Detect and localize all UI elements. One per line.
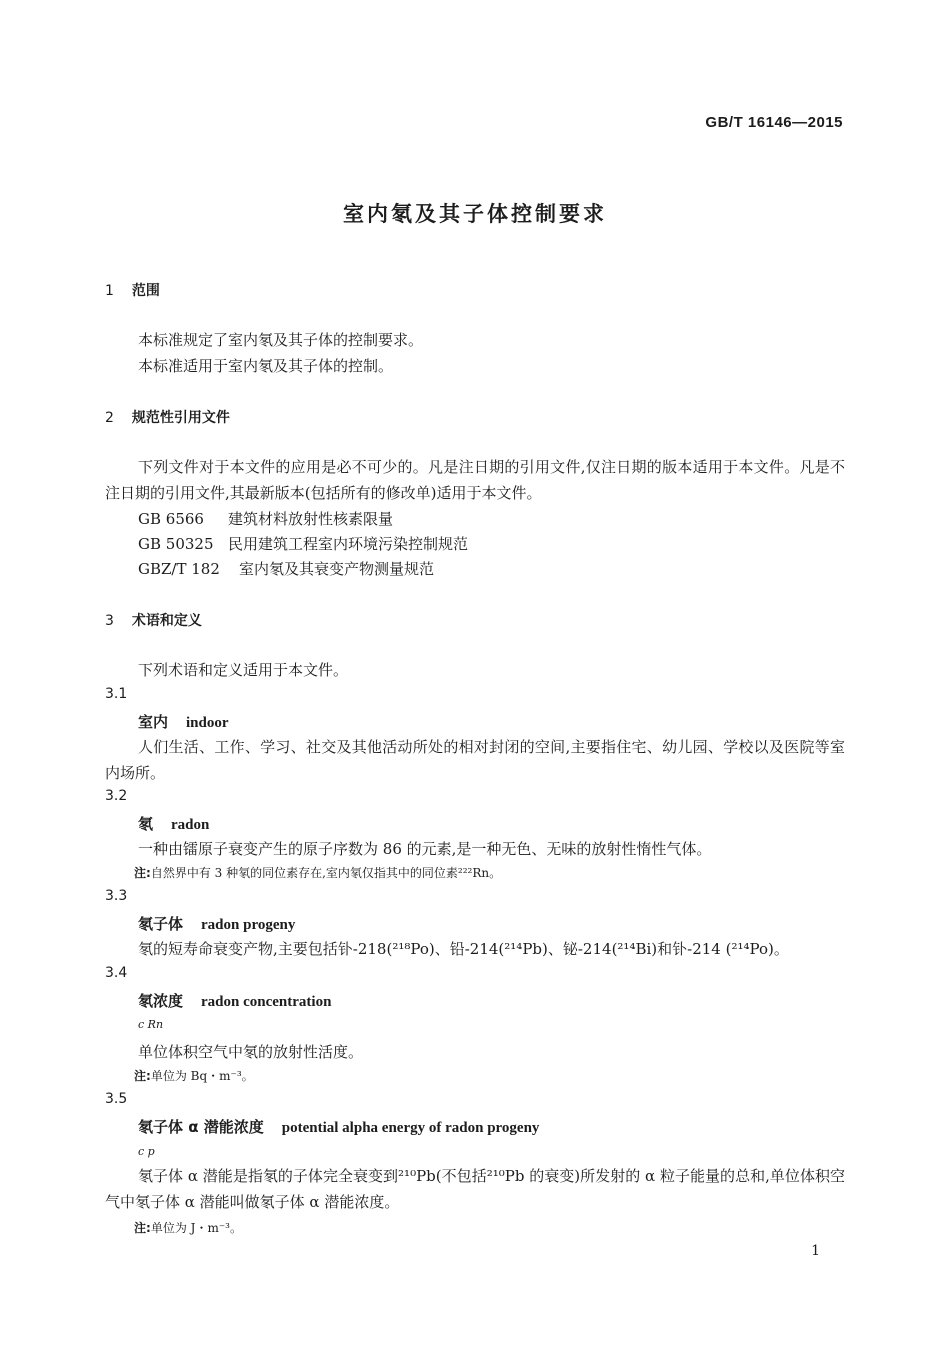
term-number: 3.1 xyxy=(105,686,128,702)
term-definition: 氡子体 α 潜能是指氡的子体完全衰变到²¹⁰Pb(不包括²¹⁰Pb 的衰变)所发射的 α 粒子能量的总和,单位体积空气中氡子体 α 潜能叫做氡子体 α 潜能浓度。 xyxy=(105,1167,845,1211)
section-heading-scope: 1 范围 xyxy=(105,283,160,299)
page-number: 1 xyxy=(811,1243,820,1259)
document-title: 室内氡及其子体控制要求 xyxy=(343,202,607,226)
term-note: 注:单位为 Bq・m⁻³。 xyxy=(134,1069,254,1083)
term-note: 注:自然界中有 3 种氡的同位素存在,室内氡仅指其中的同位素²²²Rn。 xyxy=(134,866,502,880)
section-heading-references: 2 规范性引用文件 xyxy=(105,410,230,426)
reference-item: GBZ/T 182 室内氡及其衰变产物测量规范 xyxy=(138,560,435,578)
scope-paragraph-2: 本标准适用于室内氡及其子体的控制。 xyxy=(138,357,394,375)
term-number: 3.4 xyxy=(105,965,128,981)
term-heading-potential-alpha-energy: 氡子体 α 潜能浓度 potential alpha energy of radon progeny xyxy=(138,1118,540,1136)
term-heading-radon: 氡 radon xyxy=(138,815,210,833)
term-definition: 一种由镭原子衰变产生的原子序数为 86 的元素,是一种无色、无味的放射性惰性气体。 xyxy=(138,840,712,858)
term-heading-indoor: 室内 indoor xyxy=(138,713,229,731)
references-intro: 下列文件对于本文件的应用是必不可少的。凡是注日期的引用文件,仅注日期的版本适用于本文件。凡是不注日期的引用文件,其最新版本(包括所有的修改单)适用于本文件。 xyxy=(105,458,845,502)
scope-paragraph-1: 本标准规定了室内氡及其子体的控制要求。 xyxy=(138,331,424,349)
term-definition: 人们生活、工作、学习、社交及其他活动所处的相对封闭的空间,主要指住宅、幼儿园、学校以及医院等室内场所。 xyxy=(105,738,845,782)
term-number: 3.2 xyxy=(105,788,128,804)
reference-item: GB 50325 民用建筑工程室内环境污染控制规范 xyxy=(138,535,469,553)
term-number: 3.5 xyxy=(105,1091,128,1107)
section-heading-terms: 3 术语和定义 xyxy=(105,613,202,629)
term-definition: 氡的短寿命衰变产物,主要包括钋-218(²¹⁸Po)、铅-214(²¹⁴Pb)、铋-214(²¹⁴Bi)和钋-214 (²¹⁴Po)。 xyxy=(138,940,789,958)
term-heading-radon-progeny: 氡子体 radon progeny xyxy=(138,915,296,933)
term-heading-radon-concentration: 氡浓度 radon concentration xyxy=(138,992,332,1010)
term-symbol: c p xyxy=(138,1145,155,1158)
term-symbol: c Rn xyxy=(138,1018,164,1031)
terms-intro: 下列术语和定义适用于本文件。 xyxy=(138,661,349,679)
reference-item: GB 6566 建筑材料放射性核素限量 xyxy=(138,510,394,528)
term-note: 注:单位为 J・m⁻³。 xyxy=(134,1221,242,1235)
term-definition: 单位体积空气中氡的放射性活度。 xyxy=(138,1043,364,1061)
standard-number: GB/T 16146—2015 xyxy=(705,114,843,131)
term-number: 3.3 xyxy=(105,888,128,904)
